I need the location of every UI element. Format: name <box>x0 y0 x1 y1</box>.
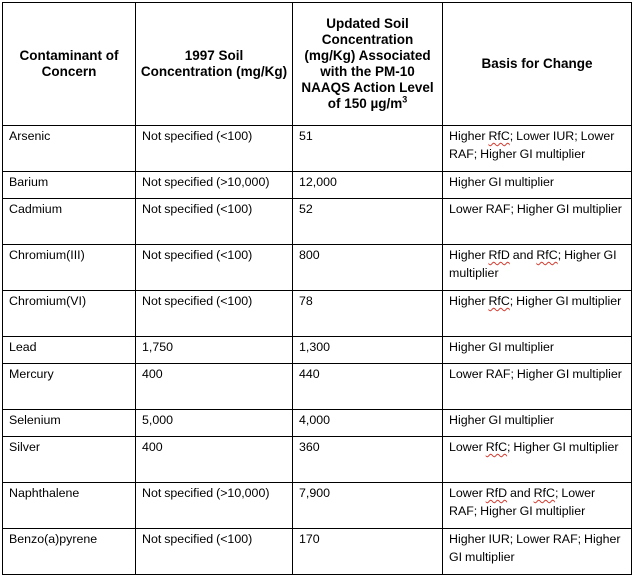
cell-updated: 51 <box>293 126 443 172</box>
cell-basis: Higher RfC; Lower IUR; Lower RAF; Higher GI multiplier <box>443 126 632 172</box>
spellcheck-underline: RfC <box>536 248 558 262</box>
cell-contaminant: Lead <box>3 337 136 364</box>
cell-soil-1997: Not specified (<100) <box>136 529 293 575</box>
table-row <box>3 172 632 199</box>
cell-basis: Higher GI multiplier <box>443 410 632 437</box>
cell-updated: 78 <box>293 291 443 337</box>
cell-basis: Lower RAF; Higher GI multiplier <box>443 364 632 410</box>
table-row <box>3 483 632 529</box>
cell-updated: 440 <box>293 364 443 410</box>
header-contaminant: Contaminant of Concern <box>3 3 136 126</box>
cell-basis: Lower RfD and RfC; Lower RAF; Higher GI multiplier <box>443 483 632 529</box>
cell-soil-1997: 400 <box>136 437 293 483</box>
cell-basis: Higher IUR; Lower RAF; Higher GI multiplier <box>443 529 632 575</box>
table-row <box>3 410 632 437</box>
spellcheck-underline: RfC <box>488 294 510 308</box>
cell-basis: Higher RfC; Higher GI multiplier <box>443 291 632 337</box>
header-soil-1997: 1997 Soil Concentration (mg/Kg) <box>136 3 293 126</box>
header-updated-concentration <box>293 3 443 126</box>
cell-contaminant: Mercury <box>3 364 136 410</box>
cell-soil-1997: 5,000 <box>136 410 293 437</box>
cell-contaminant: Silver <box>3 437 136 483</box>
cell-soil-1997: Not specified (<100) <box>136 126 293 172</box>
cell-soil-1997: 1,750 <box>136 337 293 364</box>
table-row <box>3 337 632 364</box>
cell-contaminant: Naphthalene <box>3 483 136 529</box>
cell-soil-1997: Not specified (<100) <box>136 199 293 245</box>
cell-updated: 12,000 <box>293 172 443 199</box>
cell-soil-1997: Not specified (>10,000) <box>136 172 293 199</box>
cell-updated: 4,000 <box>293 410 443 437</box>
cell-basis: Lower RAF; Higher GI multiplier <box>443 199 632 245</box>
cell-updated: 800 <box>293 245 443 291</box>
table-row <box>3 529 632 575</box>
cell-updated: 1,300 <box>293 337 443 364</box>
table-row <box>3 199 632 245</box>
header-updated-text: Updated Soil Concentration (mg/Kg) Associated with the PM-10 NAAQS Action Level of 150 µg/m <box>301 16 434 111</box>
cell-contaminant: Chromium(III) <box>3 245 136 291</box>
spellcheck-underline: RfD <box>485 486 508 500</box>
cell-updated: 7,900 <box>293 483 443 529</box>
table-row <box>3 245 632 291</box>
header-row <box>3 3 632 126</box>
header-updated-superscript: 3 <box>402 94 408 105</box>
cell-contaminant: Barium <box>3 172 136 199</box>
cell-soil-1997: 400 <box>136 364 293 410</box>
table-row <box>3 291 632 337</box>
cell-contaminant: Chromium(VI) <box>3 291 136 337</box>
cell-basis: Higher GI multiplier <box>443 172 632 199</box>
table-row <box>3 437 632 483</box>
cell-basis: Higher RfD and RfC; Higher GI multiplier <box>443 245 632 291</box>
soil-concentration-table <box>2 2 632 575</box>
cell-basis: Higher GI multiplier <box>443 337 632 364</box>
cell-updated: 360 <box>293 437 443 483</box>
cell-contaminant: Selenium <box>3 410 136 437</box>
spellcheck-underline: RfC <box>485 440 508 454</box>
table-row <box>3 364 632 410</box>
spellcheck-underline: RfC <box>488 129 510 143</box>
cell-contaminant: Cadmium <box>3 199 136 245</box>
cell-basis: Lower RfC; Higher GI multiplier <box>443 437 632 483</box>
cell-soil-1997: Not specified (>10,000) <box>136 483 293 529</box>
cell-updated: 170 <box>293 529 443 575</box>
cell-soil-1997: Not specified (<100) <box>136 291 293 337</box>
cell-contaminant: Arsenic <box>3 126 136 172</box>
cell-soil-1997: Not specified (<100) <box>136 245 293 291</box>
cell-contaminant: Benzo(a)pyrene <box>3 529 136 575</box>
header-basis: Basis for Change <box>443 3 632 126</box>
cell-updated: 52 <box>293 199 443 245</box>
spellcheck-underline: RfC <box>533 486 555 500</box>
spellcheck-underline: RfD <box>488 248 510 262</box>
table-row <box>3 126 632 172</box>
